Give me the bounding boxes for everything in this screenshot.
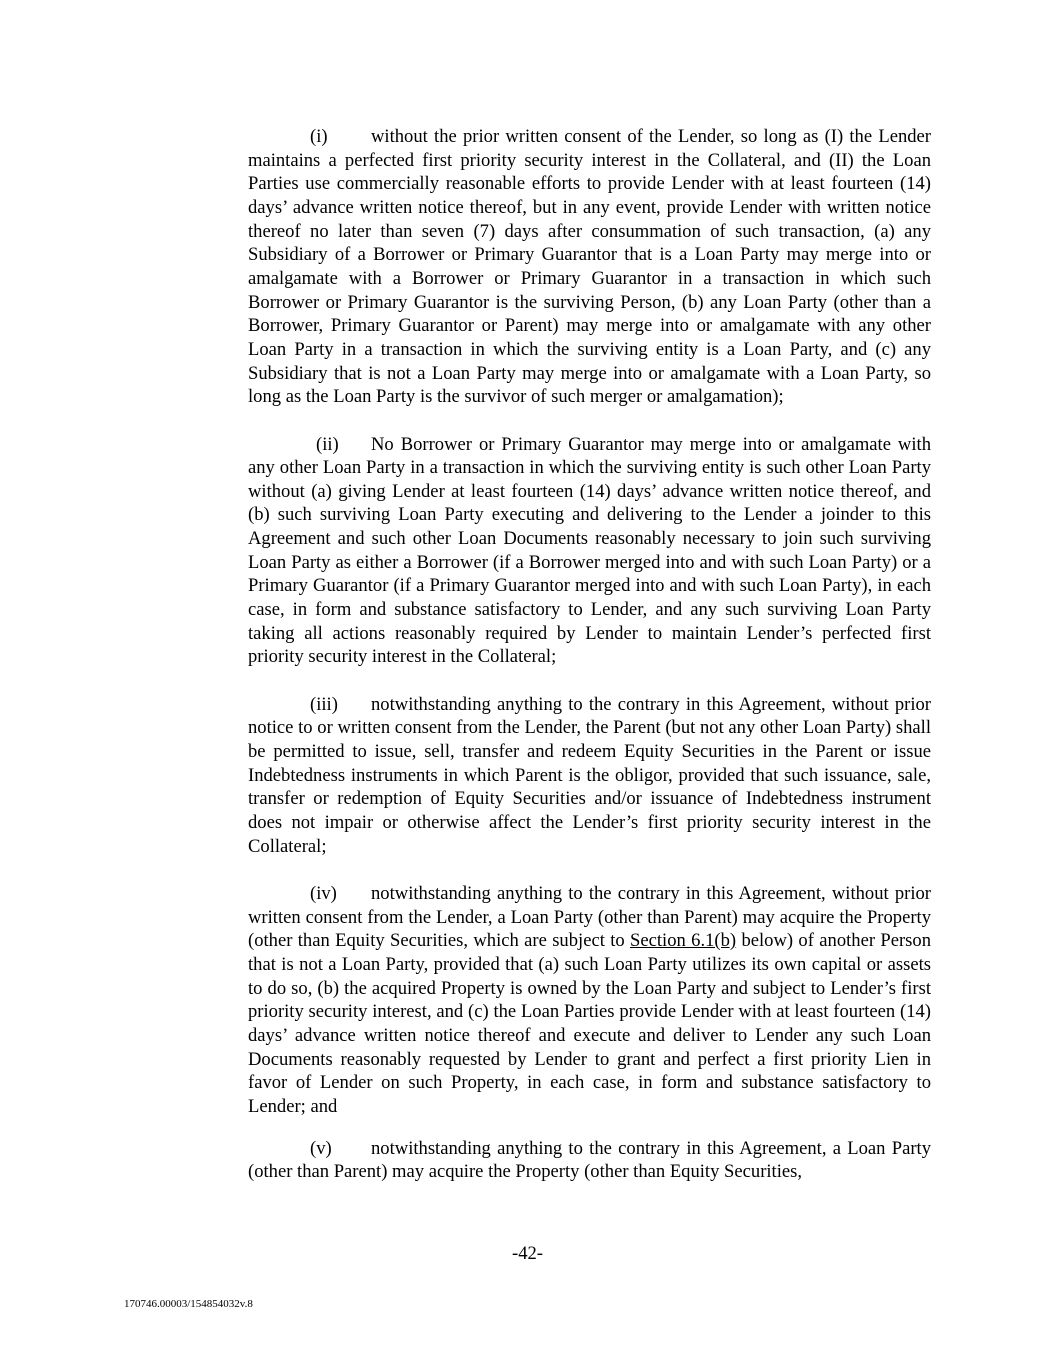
clause-number: (ii) [316, 433, 339, 455]
clause-number: (v) [310, 1137, 332, 1159]
clause-text: notwithstanding anything to the contrary in this Agreement, a Loan Party (other than Parent) may acquire the Property (other than Equity Securities, [248, 1137, 931, 1183]
clause-text-before: notwithstanding anything to the contrary in this Agreement, without prior written consent from the Lender, a Loan Party (other than Parent) may acquire the Property (other than Equity Securities, which are subject to [248, 882, 931, 952]
clause-i [248, 125, 931, 409]
clause-ii [248, 433, 931, 670]
clause-text: notwithstanding anything to the contrary in this Agreement, without prior notice to or written consent from the Lender, the Parent (but not any other Loan Party) shall be permitted to issue, sell, transfer and redeem Equity Securities in the Parent or issue Indebtedness instruments in which Parent is the obligor, provided that such issuance, sale, transfer or redemption of Equity Securities and/or issuance of Indebtedness instrument does not impair or otherwise affect the Lender’s first priority security interest in the Collateral; [248, 693, 931, 857]
document-id: 170746.00003/154854032v.8 [124, 1298, 253, 1310]
document-body [248, 125, 931, 1184]
clause-number: (i) [310, 126, 328, 147]
clause-v [248, 1137, 931, 1184]
clause-number: (iii) [310, 693, 338, 715]
clause-text: No Borrower or Primary Guarantor may merge into or amalgamate with any other Loan Party in a transaction in which the surviving entity is such other Loan Party without (a) giving Lender at least fourteen (14) days’ advance written notice thereof, and (b) such surviving Loan Party executing and delivering to the Lender a joinder to this Agreement and such other Loan Documents reasonably necessary to join such surviving Loan Party as either a Borrower (if a Borrower merged into and with such Loan Party) or a Primary Guarantor (if a Primary Guarantor merged into and with such Loan Party), in each case, in form and substance satisfactory to Lender, and any such surviving Loan Party taking all actions reasonably required by Lender to maintain Lender’s perfected first priority security interest in the Collateral; [248, 433, 931, 668]
clause-text-after: below) of another Person that is not a Loan Party, provided that (a) such Loan Party utilizes its own capital or assets to do so, (b) the acquired Property is owned by the Loan Party and subject to Lender’s first priority security interest, and (c) the Loan Parties provide Lender with at least fourteen (14) days’ advance written notice thereof and execute and deliver to Lender any such Loan Documents reasonably requested by Lender to grant and perfect a first priority Lien in favor of Lender on such Property, in each case, in form and substance satisfactory to Lender; and [248, 930, 931, 1117]
clause-text: without the prior written consent of the Lender, so long as (I) the Lender maintains a perfected first priority security interest in the Collateral, and (II) the Loan Parties use commercially reasonable efforts to provide Lender with at least fourteen (14) days’ advance written notice thereof, but in any event, provide Lender with written notice thereof no later than seven (7) days after consummation of such transaction, (a) any Subsidiary of a Borrower or Primary Guarantor that is a Loan Party may merge into or amalgamate with a Borrower or Primary Guarantor in a transaction in which such Borrower or Primary Guarantor is the surviving Person, (b) any Loan Party (other than a Borrower, Primary Guarantor or Parent) may merge into or amalgamate with any other Loan Party in a transaction in which the surviving entity is a Loan Party, and (c) any Subsidiary that is not a Loan Party may merge into or amalgamate with a Loan Party, so long as the Loan Party is the survivor of such merger or amalgamation); [248, 126, 931, 408]
clause-iii [248, 693, 931, 859]
page-number: -42- [512, 1243, 543, 1264]
section-reference: Section 6.1(b) [630, 930, 737, 952]
clause-iv [248, 882, 931, 1119]
clause-number: (iv) [310, 882, 337, 904]
